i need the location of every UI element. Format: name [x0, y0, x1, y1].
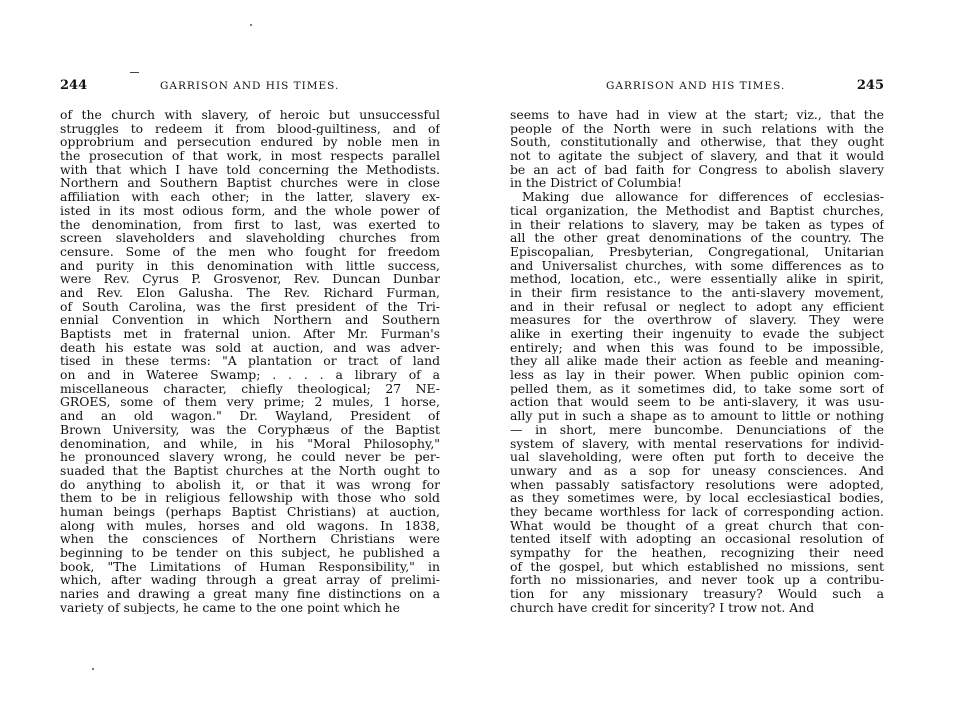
text-line: when the consciences of Northern Christians were	[60, 532, 440, 546]
left-page-header	[60, 80, 440, 98]
text-line: not to agitate the subject of slavery, and that it would	[510, 149, 884, 163]
left-running-head: GARRISON AND HIS TIMES.	[160, 80, 340, 92]
right-page-text	[510, 108, 884, 614]
text-line: suaded that the Baptist churches at the North ought to	[60, 463, 440, 478]
text-line: with that which I have told concerning the Methodists.	[60, 162, 440, 177]
text-line: measures for the overthrow of slavery. They were	[510, 313, 884, 327]
text-line: they became worthless for lack of corresponding action.	[510, 504, 884, 519]
text-line: miscellaneous character, chiefly theological; 27 NE-	[60, 381, 440, 396]
text-line: Baptists met in fraternal union. After Mr. Furman's	[60, 327, 440, 341]
text-line: people of the North were in such relations with the	[510, 121, 884, 136]
text-line: and Rev. Elon Galusha. The Rev. Richard Furman,	[60, 285, 440, 300]
right-running-head: GARRISON AND HIS TIMES.	[606, 80, 786, 92]
text-line: variety of subjects, he came to the one point which he	[60, 600, 400, 615]
text-line: ual slaveholding, were often put forth to deceive the	[510, 450, 884, 464]
text-line: What would be thought of a great church that con-	[510, 518, 884, 533]
text-line: — in short, mere buncombe. Denunciations of the	[510, 422, 884, 437]
right-page-number: 245	[856, 78, 884, 93]
text-line: denomination, and while, in his "Moral Philosophy,"	[60, 436, 440, 451]
text-line: tented itself with adopting an occasional resolution of	[510, 532, 884, 546]
text-line: Brown University, was the Coryphæus of the Baptist	[60, 422, 440, 437]
text-line: were Rev. Cyrus P. Grosvenor, Rev. Duncan Dunbar	[60, 272, 440, 286]
print-mark	[130, 72, 139, 73]
text-line: Northern and Southern Baptist churches were in close	[60, 176, 440, 191]
text-line: and an old wagon." Dr. Wayland, President of	[60, 409, 440, 423]
text-line: Making due allowance for differences of ecclesias-	[522, 190, 884, 204]
text-line: GROES, some of them very prime; 2 mules, 1 horse,	[60, 395, 440, 410]
text-line: the denomination, from first to last, was exerted to	[60, 217, 440, 232]
text-line: Episcopalian, Presbyterian, Congregational, Unitarian	[510, 244, 884, 259]
text-line: and in their refusal or neglect to adopt any efficient	[510, 299, 884, 314]
text-line: of the church with slavery, of heroic but unsuccessful	[60, 108, 440, 122]
text-line: tion for any missionary treasury? Would such a	[510, 587, 884, 601]
text-line: system of slavery, with mental reservations for individ-	[510, 436, 884, 451]
text-line: unwary and as a sop for uneasy consciences. And	[510, 463, 884, 478]
text-line: tical organization, the Methodist and Baptist churches,	[510, 203, 884, 218]
text-line: struggles to redeem it from blood-guiltiness, and of	[60, 121, 440, 136]
text-line: method, location, etc., were essentially alike in spirit,	[510, 272, 884, 286]
paper-speck	[250, 24, 252, 26]
paper-speck	[92, 668, 94, 670]
text-line: seems to have had in view at the start; viz., that the	[510, 108, 884, 122]
left-page-text	[60, 108, 440, 614]
text-line: opprobrium and persecution endured by noble men in	[60, 135, 440, 150]
text-line: be an act of bad faith for Congress to abolish slavery	[510, 162, 884, 177]
text-line: along with mules, horses and old wagons. In 1838,	[60, 518, 440, 533]
text-line: and purity in this denomination with little success,	[60, 258, 440, 273]
text-line: tised in these terms: "A plantation or tract of land	[60, 354, 440, 369]
text-line: alike in exerting their ingenuity to evade the subject	[510, 327, 884, 341]
text-line: beginning to be tender on this subject, he published a	[60, 546, 440, 560]
text-line: in their relations to slavery, may be taken as types of	[510, 217, 884, 232]
text-line: forth no missionaries, and never took up a contribu-	[510, 573, 884, 588]
right-page-header	[510, 80, 884, 98]
text-line: isted in its most odious form, and the whole power of	[60, 203, 440, 218]
text-line: and Universalist churches, with some differences as to	[510, 258, 884, 273]
text-line: of South Carolina, was the first president of the Tri-	[60, 299, 440, 314]
text-line: they all alike made their action as feeble and meaning-	[510, 354, 884, 369]
text-line: naries and drawing a great many fine distinctions on a	[60, 587, 440, 601]
text-line: human beings (perhaps Baptist Christians) at auction,	[60, 504, 440, 519]
text-line: ally put in such a shape as to amount to little or nothing	[510, 409, 884, 423]
text-line: the prosecution of that work, in most respects parallel	[60, 149, 440, 163]
text-line: action that would seem to be anti-slavery, it was usu-	[510, 395, 884, 410]
text-line: ennial Convention in which Northern and Southern	[60, 313, 440, 327]
text-line: affiliation with each other; in the latter, slavery ex-	[60, 190, 440, 204]
text-line: church have credit for sincerity? I trow not. And	[510, 600, 815, 615]
text-line: death his estate was sold at auction, and was adver-	[60, 340, 440, 355]
text-line: on and in Wateree Swamp; . . . . a library of a	[60, 368, 440, 382]
text-line: all the other great denominations of the country. The	[510, 231, 884, 245]
text-line: censure. Some of the men who fought for freedom	[60, 244, 440, 259]
text-line: entirely; and when this was found to be impossible,	[510, 340, 884, 355]
left-page-number: 244	[60, 78, 88, 93]
text-line: do anything to abolish it, or that it was wrong for	[60, 477, 440, 492]
text-line: South, constitutionally and otherwise, that they ought	[510, 135, 884, 150]
text-line: screen slaveholders and slaveholding churches from	[60, 231, 440, 245]
text-line: them to be in religious fellowship with those who sold	[60, 491, 440, 505]
text-line: he pronounced slavery wrong, he could never be per-	[60, 450, 440, 464]
text-line: sympathy for the heathen, recognizing their need	[510, 546, 884, 560]
left-page	[60, 0, 440, 712]
text-line: of the gospel, but which established no missions, sent	[510, 559, 884, 574]
text-line: in their firm resistance to the anti-slavery movement,	[510, 285, 884, 300]
text-line: which, after wading through a great array of prelimi-	[60, 573, 440, 588]
right-page	[510, 0, 884, 712]
text-line: as they sometimes were, by local ecclesiastical bodies,	[510, 491, 884, 505]
text-line: pelled them, as it sometimes did, to take some sort of	[510, 381, 884, 396]
text-line: in the District of Columbia!	[510, 176, 682, 191]
text-line: book, "The Limitations of Human Responsibility," in	[60, 559, 440, 574]
text-line: less as lay in their power. When public opinion com-	[510, 368, 884, 382]
text-line: when passably satisfactory resolutions were adopted,	[510, 477, 884, 492]
